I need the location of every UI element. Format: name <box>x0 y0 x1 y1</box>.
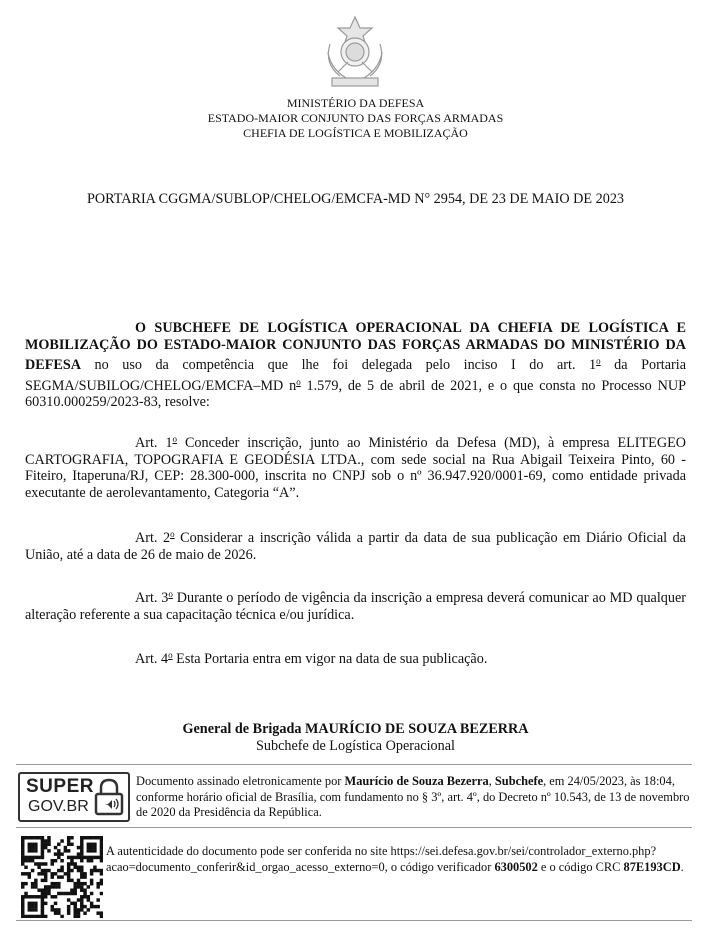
article-2: Art. 2$^o$ Considerar a inscrição válida a partir da data de sua publicação em Diário Oficial da União, até a data de 26 de maio de 2026. <box>25 529 686 563</box>
verification-statement: A autenticidade do documento pode ser conferida no site https://sei.defesa.gov.br/sei/controlador_externo.php?acao=documento_conferir&id_orgao_acesso_externo=0, o código verificador 6300502 e o código CRC 87E193CD. <box>106 844 684 874</box>
ministry-name: MINISTÉRIO DA DEFESA <box>286 96 425 110</box>
coat-of-arms-icon <box>318 14 392 90</box>
signer-rank: General de Brigada <box>182 721 302 737</box>
signer-block <box>0 721 711 755</box>
portaria-title: PORTARIA CGGMA/SUBLOP/CHELOG/EMCFA-MD N° 2954, DE 23 DE MAIO DE 2023 <box>86 191 625 207</box>
article-4: Art. 4$^o$ Esta Portaria entra em vigor na data de sua publicação. <box>135 650 488 667</box>
verification-box <box>16 834 692 921</box>
electronic-signature-box <box>16 764 692 828</box>
staff-name: ESTADO-MAIOR CONJUNTO DAS FORÇAS ARMADAS <box>207 111 504 125</box>
verification-code: 6300502 <box>494 859 538 874</box>
signature-statement: Documento assinado eletronicamente por Maurício de Souza Bezerra, Subchefe, em 24/05/2023, às 18:04, conforme horário oficial de Brasília, com fundamento no § 3º, art. 4º, do Decreto nº 10.543, de 13 de novembro de 2020 da Presidência da República. <box>136 774 690 820</box>
division-name: CHEFIA DE LOGÍSTICA E MOBILIZAÇÃO <box>243 126 468 140</box>
header <box>0 96 711 141</box>
preamble-bold: O SUBCHEFE DE LOGÍSTICA OPERACIONAL DA CHEFIA DE LOGÍSTICA E MOBILIZAÇÃO DO ESTADO-MAIOR CONJUNTO DAS FORÇAS ARMADAS DO MINISTÉRIO DA DEFESA <box>25 320 686 374</box>
signer-role: Subchefe de Logística Operacional <box>256 738 455 754</box>
crc-code: 87E193CD <box>623 859 681 874</box>
preamble: O SUBCHEFE DE LOGÍSTICA OPERACIONAL DA CHEFIA DE LOGÍSTICA E MOBILIZAÇÃO DO ESTADO-MAIOR CONJUNTO DAS FORÇAS ARMADAS DO MINISTÉRIO DA DEFESA no uso da competência que lhe foi delegada pelo inciso I do art. 1$^o$ da Portaria SEGMA/SUBILOG/CHELOG/EMCFA–MD $n^o$ 1.579, de 5 de abril de 2021, e o que consta no Processo NUP 60310.000259/2023-83, resolve: <box>25 320 686 411</box>
signature-role: Subchefe <box>494 774 544 788</box>
super-gov-logo: SUPER GOV.BR <box>18 772 130 822</box>
signer-name: MAURÍCIO DE SOUZA BEZERRA <box>305 721 529 737</box>
lock-icon <box>94 778 124 816</box>
article-1: Art. 1$^o$ Conceder inscrição, junto ao Ministério da Defesa (MD), à empresa ELITEGEO CARTOGRAFIA, TOPOGRAFIA E GEODÉSIA LTDA., com sede social na Rua Abigail Teixeira Pinto, 60 - Fiteiro, Itaperuna/RJ, CEP: 28.300-000, inscrita no CNPJ sob o nº 36.947.920/0001-69, como entidade privada executante de aerolevantamento, Categoria “A”. <box>25 434 686 501</box>
qr-code-icon <box>21 836 103 918</box>
signature-name: Maurício de Souza Bezerra <box>344 774 489 788</box>
article-3: Art. 3$^o$ Durante o período de vigência da inscrição a empresa deverá comunicar ao MD qualquer alteração referente a sua capacitação técnica e/ou jurídica. <box>25 589 686 623</box>
